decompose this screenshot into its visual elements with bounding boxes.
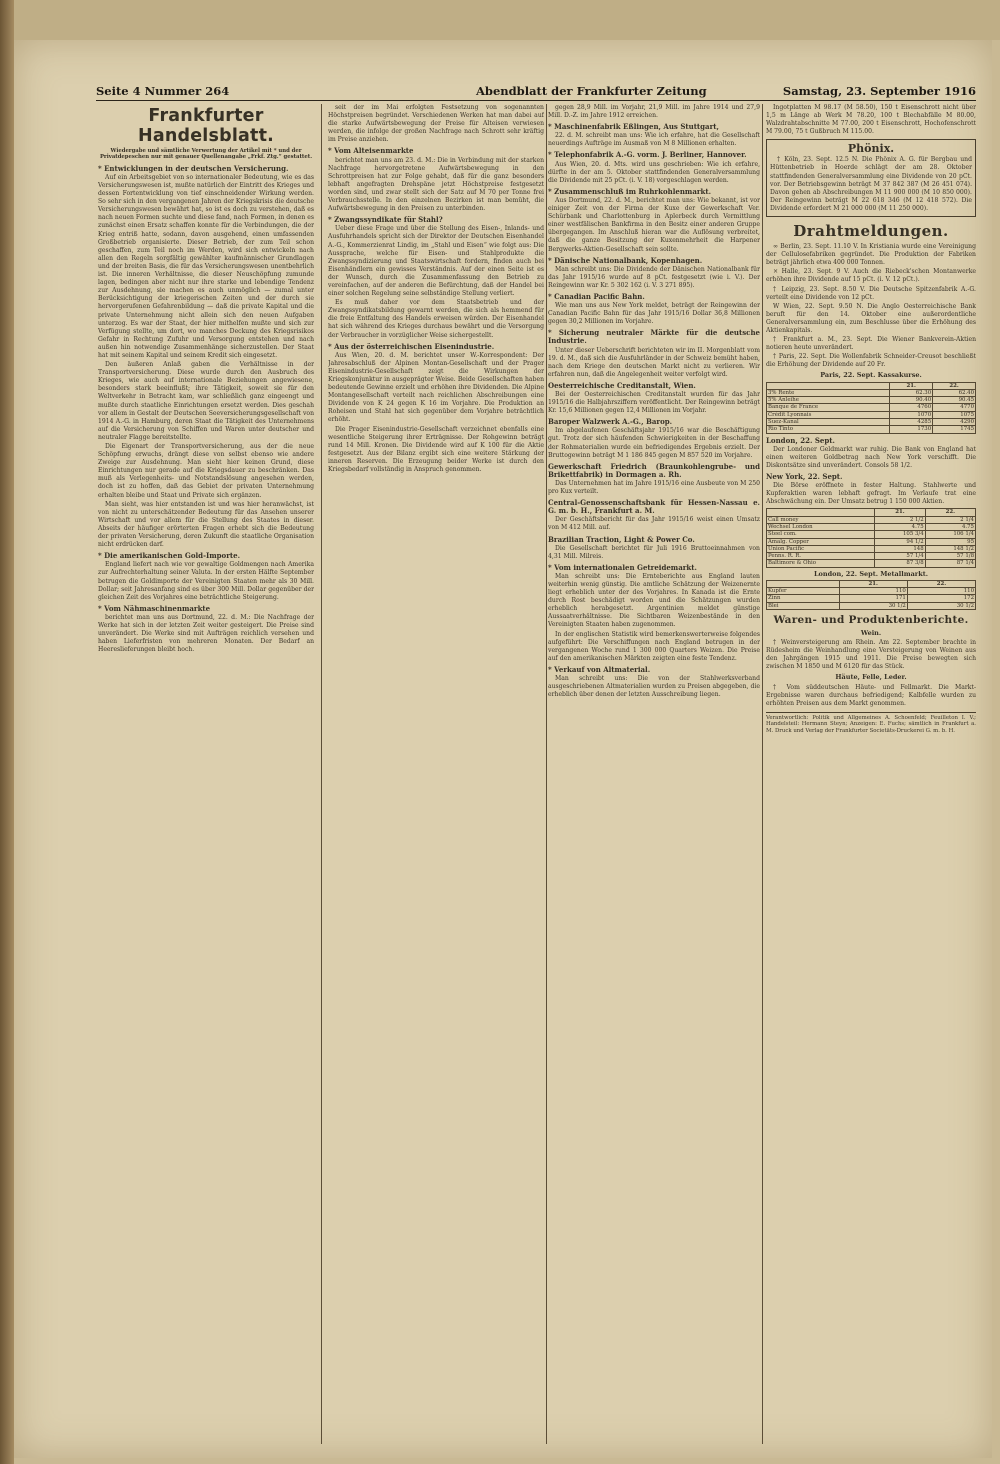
table-cell: Suez-Kanal — [767, 419, 890, 426]
table-cell: 57 1/4 — [875, 553, 925, 560]
table-row — [767, 426, 976, 433]
table-cell: 1075 — [933, 411, 976, 418]
column-rule — [546, 104, 547, 1444]
table-cell: 30 1/2 — [907, 602, 975, 609]
subsection-heading: Wein. — [860, 629, 882, 638]
article-heading: Central-Genossenschaftsbank für Hessen-Nassau e. G. m. b. H., Frankfurt a. M. — [548, 498, 760, 516]
table-header-row — [767, 382, 976, 389]
table-cell: 148 1/2 — [925, 545, 975, 552]
article-heading: * Zwangssyndikate für Stahl? — [328, 215, 443, 225]
page-top-margin — [14, 0, 1000, 40]
table-cell: Baltimore & Ohio — [767, 560, 875, 567]
table-row — [767, 538, 976, 545]
table-cell: 2 1/4 — [925, 516, 975, 523]
article-heading: * Vom Nähmaschinenmarkte — [98, 603, 211, 613]
article-paragraph: Bei der Oesterreichischen Creditanstalt wurden für das Jahr 1915/16 die Halbjahrsziffern veröffentlicht. Der Reingewinn beträgt Kr. 15,6 Millionen gegen 12,4 Millionen im Vorjahr. — [548, 391, 760, 415]
article-heading: * Vom internationalen Getreidemarkt. — [548, 562, 697, 572]
table-header: 22. — [907, 580, 975, 587]
article-paragraph: Den äußeren Anlaß gaben die Verhältnisse in der Transportversicherung. Diese wurde durch den Ausbruch des Krieges, wie auch auf internationale Beziehungen angewiesene, besonders stark beeinflußt; ihre Tätigkeit, soweit sie für den Weltverkehr in Betracht kam, war schließlich ganz eingeengt und mußte durch staatliche Einrichtungen ersetzt werden. Dies geschah vor allem in Gestalt der Deutschen Seeversicherungsgesellschaft von 1914 A.-G. in Hamburg, deren Staat die Tätigkeit des Unternehmens auf die Versicherung von Schiffen und Waren unter deutscher und neutraler Flagge bereitstellte. — [98, 361, 314, 441]
table-row — [767, 411, 976, 418]
article-paragraph: Aus Wien, 20. d. Mts. wird uns geschrieben: Wie ich erfahre, dürfte in der am 5. Oktober stattfindenden Generalversammlung die Dividende mit 25 pCt. (i. V. 18) vorgeschlagen werden. — [548, 160, 760, 184]
table-row — [767, 397, 976, 404]
column-2 — [328, 104, 544, 1444]
article-heading: Oesterreichische Creditanstalt, Wien. — [548, 380, 696, 390]
article-paragraph: Aus Dortmund, 22. d. M., berichtet man uns: Wie bekannt, ist vor einiger Zeit von der Firma der Kuxe der Gewerkschaft Ver. Schürbank und Charlottenburg in Aplerbeck durch Vermittlung einer westfälischen Bankfirma in den Besitz einer anderen Gruppe übergegangen. Im Anschluß hieran war die Auflösung verbreitet, daß die ganze Besitzung der Kuxenmehrheit die Harpener Bergwerks-Aktien-Gesellschaft sein sollte. — [548, 196, 760, 253]
book-binding — [0, 0, 14, 1464]
table-cell: 1730 — [890, 426, 933, 433]
column-rule — [762, 104, 763, 1444]
wire-report: † Paris, 22. Sept. Die Wollenfabrik Schneider-Creusot beschließt die Erhöhung der Dividende auf 20 Fr. — [766, 353, 976, 369]
table-cell: Call money — [767, 516, 875, 523]
article-paragraph: berichtet man uns am 23. d. M.: Die in Verbindung mit der starken Nachfrage hervorgetretene Aufwärtsbewegung in den Schrottpreisen hat zur Folge gehabt, daß für die ganz besonders lebhaft angefragten Drehspäne jetzt Höchstpreise festgesetzt worden sind, und zwar stellt sich der Satz auf M 70 per Tonne frei Verbrauchsstelle. In den einzelnen Bezirken ist man bemüht, die Aufwärtsbewegung in den Preisen zu unterbinden. — [328, 156, 544, 213]
table-cell: Amalg. Copper — [767, 538, 875, 545]
table-row — [767, 404, 976, 411]
article-paragraph: Aus Wien, 20. d. M. berichtet unser W.-Korrespondent: Der Jahresabschluß der Alpinen Montan-Gesellschaft und der Prager Eisenindustrie-Gesellschaft zeigt die Wirkungen der Kriegskonjunktur in ausgeprägter Weise. Beide Gesellschaften haben bedeutende Gewinne erzielt und erhöhen ihre Dividenden. Die Alpine Montangesellschaft verteilt nach reichlichen Abschreibungen eine Dividende von K 24 gegen K 16 im Vorjahre. Die Produktion an Roheisen und Stahl hat sich gegenüber dem Vorjahre beträchtlich erhöht. — [328, 351, 544, 424]
section-masthead: Frankfurter Handelsblatt. — [137, 106, 275, 146]
table-cell: 62.30 — [890, 389, 933, 396]
table-cell: 4290 — [933, 419, 976, 426]
newyork-table — [766, 508, 976, 567]
page-number: Seite 4 Nummer 264 — [96, 84, 230, 98]
table-cell: 4.75 — [925, 523, 975, 530]
table-row — [767, 553, 976, 560]
article-heading: Gewerkschaft Friedrich (Braunkohlengrube- und Brikettfabrik) in Dormagen a. Rh. — [548, 461, 760, 479]
table-cell: Kupfer — [767, 588, 840, 595]
article-paragraph: Unter dieser Ueberschrift berichteten wir im II. Morgenblatt vom 19. d. M., daß sich die Ausfuhrländer in der Schweiz bemüht haben, nach dem Kriege den deutschen Markt nicht zu verlieren. Wir erfahren nun, daß die Angelegenheit weiter verfolgt wird. — [548, 346, 760, 378]
article-heading: Baroper Walzwerk A.-G., Barop. — [548, 417, 673, 427]
article-paragraph: Die Gesellschaft berichtet für Juli 1916 Bruttoeinnahmen von 4,31 Mill. Milreis. — [548, 544, 760, 560]
article-paragraph: Man sieht, was hier entstanden ist und was hier heranwächst, ist von nicht zu unterschätzender Bedeutung für das Ansehen unserer Wirtschaft und vor allem für die Stellung des Staates in dieser. Abseits der häufiger erörterten Fragen erhebt sich die Bedeutung der privaten Versicherung, deren Zukunft die staatliche Organisation nicht erdrücken darf. — [98, 500, 314, 549]
table-cell: Union Pacific — [767, 545, 875, 552]
paris-table — [766, 382, 976, 434]
wire-report: W Wien, 22. Sept. 9.50 N. Die Anglo Oesterreichische Bank beruft für den 14. Oktober eine außerordentliche Generalversammlung ein, zum Beschlusse über die Erhöhung des Aktienkapitals. — [766, 302, 976, 334]
table-cell: 2 1/2 — [875, 516, 925, 523]
table-cell: 5% Anleihe — [767, 397, 890, 404]
table-cell: 4760 — [890, 404, 933, 411]
article-paragraph: Das Unternehmen hat im Jahre 1915/16 eine Ausbeute von M 250 pro Kux verteilt. — [548, 479, 760, 496]
article-paragraph: Ingotplatten M 98.17 (M 58.50), 150 t Eisenschrott nicht über 1,5 m Länge ab Werk M 78.20, 100 t Blechabfälle M 80.00, Walzdrahtabschnitte M 77.00, 200 t Eisenschrott, Hochofenschrott M 79.00, 75 t Gußbruch M 115.00. — [766, 104, 976, 136]
article-paragraph: Es muß daher vor dem Staatsbetrieb und der Zwangssyndikatsbildung gewarnt werden, die sich als hemmend für die freie Entfaltung des Handels erweisen würden. Der Eisenhandel hat sich während des Krieges durchaus bewährt und die Versorgung der Verbraucher in vorzüglicher Weise sichergestellt. — [328, 299, 544, 339]
phoenix-box — [766, 139, 976, 217]
article-paragraph: Im abgelaufenen Geschäftsjahr 1915/16 war die Beschäftigung gut. Trotz der sich häufenden Schwierigkeiten in der Beschaffung der Rohmaterialien wurde ein befriedigendes Ergebnis erzielt. Der Bruttogewinn beträgt M 1 186 845 gegen M 857 520 im Vorjahre. — [548, 427, 760, 459]
article-heading: London, 22. Sept. — [766, 435, 835, 445]
table-header: 22. — [925, 509, 975, 516]
article-heading: * Vom Alteisenmarkte — [328, 146, 414, 156]
article-heading: * Telephonfabrik A.-G. vorm. J. Berliner, Hannover. — [548, 150, 747, 160]
table-row — [767, 531, 976, 538]
table-row — [767, 419, 976, 426]
paris-table-title: Paris, 22. Sept. Kassakurse. — [820, 371, 922, 380]
wire-report: † Frankfurt a. M., 23. Sept. Die Wiener Bankverein-Aktien notieren heute unverändert. — [766, 336, 976, 352]
article-paragraph: England liefert nach wie vor gewaltige Goldmengen nach Amerika zur Aufrechterhaltung seiner Valuta. In der ersten Hälfte September betrugen die Goldimporte der Vereinigten Staaten mehr als 30 Mill. Dollar; seit Jahresanfang sind es über 300 Mill. Dollar gegenüber der gleichen Zeit des Vorjahres eine beträchtliche Steigerung. — [98, 561, 314, 601]
table-cell: Blei — [767, 602, 840, 609]
metal-table-title: London, 22. Sept. Metallmarkt. — [813, 569, 928, 578]
table-cell: 1070 — [890, 411, 933, 418]
article-heading: * Zusammenschluß im Ruhrkohlenmarkt. — [548, 186, 712, 196]
table-cell: 94 1/2 — [875, 538, 925, 545]
table-cell: Zinn — [767, 595, 840, 602]
table-cell: 110 — [839, 588, 907, 595]
table-cell: 30 1/2 — [839, 602, 907, 609]
table-cell: 4770 — [933, 404, 976, 411]
table-row — [767, 560, 976, 567]
article-paragraph: Man schreibt uns: Die von der Stahlwerksverband ausgeschriebenen Altmaterialien wurden zu Preisen abgegeben, die erheblich über denen der letzten Ausschreibung liegen. — [548, 675, 760, 699]
table-header — [767, 382, 890, 389]
table-row — [767, 595, 976, 602]
table-row — [767, 523, 976, 530]
column-3 — [548, 104, 760, 1444]
table-header — [767, 509, 875, 516]
table-cell: 105 3/4 — [875, 531, 925, 538]
table-cell: Crédit Lyonnais — [767, 411, 890, 418]
column-4 — [766, 104, 976, 1444]
article-paragraph: † Vom süddeutschen Häute- und Fellmarkt. Die Markt-Ergebnisse waren durchaus befriedigend; Kalbfelle wurden zu erhöhten Preisen aus dem Markt genommen. — [766, 683, 976, 707]
article-heading: * Verkauf von Altmaterial. — [548, 664, 651, 674]
article-paragraph: † Weinversteigerung am Rhein. Am 22. September brachte in Rüdesheim die Weinhandlung eine Versteigerung von Weinen aus den Jahrgängen 1915 und 1911. Die Preise bewegten sich zwischen M 1850 und M 6120 für das Stück. — [766, 639, 976, 671]
masthead-subtitle: Wiedergabe und sämtliche Verwertung der Artikel mit * und der Privatdepeschen nur mit genauer Quellenangabe „Frkf. Ztg.“ gestattet. — [99, 148, 313, 161]
table-cell: Rio Tinto — [767, 426, 890, 433]
table-header: 21. — [890, 382, 933, 389]
article-heading: * Canadian Pacific Bahn. — [548, 291, 645, 301]
table-cell: Steel com. — [767, 531, 875, 538]
imprint-footer: Verantwortlich: Politik und Allgemeines A. Schoenfeld; Feuilleton I. V.; Handelsteil: Hermann Steyn; Anzeigen: E. Fuchs; sämtlich in Frankfurt a. M. Druck und Verlag der Frankfurter Societäts-Druckerei G. m. b. H. — [766, 712, 976, 735]
drahtmeldungen-heading: Drahtmeldungen. — [793, 222, 949, 241]
metal-table — [766, 580, 976, 610]
column-1 — [98, 104, 314, 1444]
table-cell: 95 — [925, 538, 975, 545]
article-paragraph: gegen 28,9 Mill. im Vorjahr, 21,9 Mill. im Jahre 1914 und 27,9 Mill. D.-Z. im Jahre 1912 erreichen. — [548, 104, 760, 120]
table-cell: 87 1/4 — [925, 560, 975, 567]
article-heading: * Maschinenfabrik Eßlingen, Aus Stuttgart, — [548, 122, 719, 132]
article-paragraph: Der Londoner Geldmarkt war ruhig. Die Bank von England hat einen weiteren Goldbetrag nach New York verschifft. Die Diskontsätze sind unverändert. Consols 58 1/2. — [766, 445, 976, 469]
table-cell: 90.45 — [933, 397, 976, 404]
table-cell: 3% Rente — [767, 389, 890, 396]
table-cell: 1745 — [933, 426, 976, 433]
article-paragraph: Ueber diese Frage und über die Stellung des Eisen-, Inlands- und Ausfuhrhandels spricht sich der Direktor der Deutschen Eisenhandel A.-G., Kommerzienrat Lindig, im „Stahl und Eisen“ wie folgt aus: Die Aussprache, welche für Eisen- und Stahlprodukte die Zwangssyndizierung und Staatswirtschaft fordern, finden auch bei Eisenhändlern ein gewisses Verständnis. Auf der einen Seite ist es der Wunsch, durch die Zusammenfassung den Betrieb zu vereinfachen, auf der anderen die Befürchtung, daß der Handel bei einer solchen Regelung seine selbständige Stellung verliert. — [328, 225, 544, 298]
subsection-heading: Häute, Felle, Leder. — [835, 673, 907, 682]
phoenix-title: Phönix. — [847, 142, 895, 156]
article-paragraph: Die Prager Eisenindustrie-Gesellschaft verzeichnet ebenfalls eine wesentliche Steigerung ihrer Erträgnisse. Der Rohgewinn beträgt rund 14 Mill. Kronen. Die Dividende wird auf K 100 für die Aktie festgesetzt. Aus der Bilanz ergibt sich eine weitere Stärkung der inneren Reserven. Die Erzeugung beider Werke ist durch den Kriegsbedarf vollständig in Anspruch genommen. — [328, 425, 544, 474]
issue-date: Samstag, 23. September 1916 — [782, 84, 976, 98]
article-paragraph: Der Geschäftsbericht für das Jahr 1915/16 weist einen Umsatz von M 412 Mill. auf. — [548, 516, 760, 532]
article-paragraph: Man schreibt uns: Die Dividende der Dänischen Nationalbank für das Jahr 1915/16 wurde auf 8 pCt. festgesetzt (wie i. V.). Der Reingewinn war Kr. 5 302 162 (i. V. 3 271 895). — [548, 265, 760, 289]
table-row — [767, 602, 976, 609]
article-heading: * Entwicklungen in der deutschen Versicherung. — [98, 163, 289, 173]
article-heading: * Sicherung neutraler Märkte für die deutsche Industrie. — [548, 328, 760, 346]
table-cell: 172 — [907, 595, 975, 602]
article-heading: * Aus der österreichischen Eisenindustrie. — [328, 341, 495, 351]
table-cell: 4285 — [890, 419, 933, 426]
newspaper-name: Abendblatt der Frankfurter Zeitung — [476, 84, 707, 98]
table-header-row — [767, 580, 976, 587]
article-paragraph: 22. d. M. schreibt man uns: Wie ich erfahre, hat die Gesellschaft neuerdings Aufträge im Ausmaß von M 8 Millionen erhalten. — [548, 132, 760, 148]
waren-heading: Waren- und Produktenberichte. — [773, 614, 969, 627]
table-cell: Banque de France — [767, 404, 890, 411]
table-cell: Wechsel London — [767, 523, 875, 530]
table-header: 21. — [839, 580, 907, 587]
table-header: 22. — [933, 382, 976, 389]
table-row — [767, 588, 976, 595]
article-heading: Brazilian Traction, Light & Power Co. — [548, 534, 695, 544]
table-header-row — [767, 509, 976, 516]
table-row — [767, 545, 976, 552]
wire-report: × Halle, 23. Sept. 9 V. Auch die Riebeck'schen Montanwerke erhöhen ihre Dividende auf 15 pCt. (i. V. 12 pCt.). — [766, 268, 976, 284]
article-paragraph: seit der im Mai erfolgten Festsetzung von sogenannten Höchstpreisen begründet. Verschiedenen Werken hat man dabei auf die starke Aufwärtsbewegung der Preise für Alteisen verwiesen werden, die infolge der großen Nachfrage nach Schrott sehr kräftig im Preise anziehen. — [328, 104, 544, 144]
table-cell: 87 3/8 — [875, 560, 925, 567]
table-cell: Penns. R. R. — [767, 553, 875, 560]
table-cell: 4.75 — [875, 523, 925, 530]
article-paragraph: Wie man uns aus New York meldet, beträgt der Reingewinn der Canadian Pacific Bahn für das Jahr 1915/16 Dollar 36,8 Millionen gegen 30,2 Millionen im Vorjahre. — [548, 302, 760, 326]
table-cell: 90.40 — [890, 397, 933, 404]
column-rule — [321, 104, 322, 1444]
table-cell: 171 — [839, 595, 907, 602]
article-paragraph: berichtet man uns aus Dortmund, 22. d. M.: Die Nachfrage der Werke hat sich in der letzten Zeit weiter gesteigert. Die Preise sind unverändert. Die Werke sind mit Aufträgen reichlich versehen und haben Lieferfristen von mehreren Monaten. Der Bedarf an Heereslieferungen bleibt hoch. — [98, 613, 314, 654]
article-paragraph: Auf ein Arbeitsgebiet von so internationaler Bedeutung, wie es das Versicherungswesen ist, mußte natürlich der Eintritt des Krieges und dessen Fortentwicklung von tief einschneidender Wirkung werden. So sehr sich in den vergangenen Jahren der Kriegskrisis die deutsche Versicherungswesen bewährt hat, so ist es doch zu verstehen, daß es nach neuen Formen suchte und diese fand, nach Formen, in denen es zunächst einen Ersatz schaffen konnte für die Verbindungen, die der Krieg entriß hatte, sodann, davon ausgehend, einen umfassenden Großbetrieb organisierte. Dieser Betrieb, der zum Teil schon geschaffen, zum Teil noch im Werden, wird sich entwickeln nach allen den Regeln sorgfältig gewählter kaufmännischer Grundlagen und der breiten Basis, die für das Versicherungswesen unentbehrlich ist. Die inneren Verhältnisse, die dieser Neuschöpfung zumunde lagen, bedingen aber nicht nur ihre starke und lebendige Tendenz zur Ausdehnung, sie machen es auch unmöglich — zumal unter Berücksichtigung der kriegerischen Zeiten und der durch sie hervorgerufenen Gefahrenbildung — daß die private Kapital und die private Unternehmung nicht allein sich den neuen Aufgaben unterzog. Es war der Staat, der hier mithelfen mußte und sich zur Verfügung stellte, um dort, wo manches Deckung des Kriegsrisikos Gefahr in Rechtung Zufuhr und Versorgung entstehen und nach außen hin notwendige Zusammenhänge sicherzustellen. Der Staat hat mit seinem Kapital und seinem Kredit sich eingesetzt. — [98, 173, 314, 359]
article-paragraph: Die Eigenart der Transportversicherung, aus der die neue Schöpfung erwuchs, drängt diese von selbst ebenso wie andere Zweige zur Ausdehnung. Man sieht hier keinen Grund, diese Einrichtungen nur gerade auf die Kriegsdauer zu beschränken. Das muß als Verlegenheits- und Notstandslösung angesehen werden, doch ist zu hoffen, daß das Gebiet der privaten Unternehmung erhalten bleibe und Staat und Private sich ergänzen. — [98, 443, 314, 499]
article-heading: * Dänische Nationalbank, Kopenhagen. — [548, 255, 703, 265]
table-row — [767, 389, 976, 396]
wire-report: † Leipzig, 23. Sept. 8.50 V. Die Deutsche Spitzenfabrik A.-G. verteilt eine Dividende von 12 pCt. — [766, 285, 976, 301]
table-cell: 106 1/4 — [925, 531, 975, 538]
table-cell: 110 — [907, 588, 975, 595]
table-header: 21. — [875, 509, 925, 516]
page-header — [96, 84, 976, 101]
article-heading: * Die amerikanischen Gold-Importe. — [98, 551, 241, 561]
article-paragraph: In der englischen Statistik wird bemerkenswerterweise folgendes aufgeführt: Die Verschiffungen nach England betrugen in der vergangenen Woche rund 1 300 000 Quarters Weizen. Die Preise auf den amerikanischen Märkten zeigten eine feste Tendenz. — [548, 630, 760, 662]
table-cell: 62.40 — [933, 389, 976, 396]
article-paragraph: † Köln, 23. Sept. 12.5 N. Die Phönix A. G. für Bergbau und Hüttenbetrieb in Hoerde schlägt der am 28. Oktober stattfindenden Generalversammlung eine Dividende von 20 pCt. vor. Der Betriebsgewinn beträgt M 37 842 387 (M 26 451 074). Davon gehen ab Abschreibungen M 11 900 000 (M 10 850 000). Der Reingewinn beträgt M 22 618 346 (M 12 418 572). Die Dividende erfordert M 21 000 000 (M 11 250 000). — [770, 156, 972, 212]
article-paragraph: Die Börse eröffnete in fester Haltung. Stahlwerte und Kupferaktien waren lebhaft gefragt. Im Verlaufe trat eine Abschwächung ein. Der Umsatz betrug 1 150 000 Aktien. — [766, 482, 976, 506]
table-header — [767, 580, 840, 587]
article-paragraph: Man schreibt uns: Die Ernteberichte aus England lauten weiterhin wenig günstig. Die amtliche Schätzung der Weizenernte liegt erheblich unter der des Vorjahres. In Kanada ist die Ernte durch Rost beschädigt worden und die Schätzungen wurden erheblich herabgesetzt. Argentinien meldet günstige Aussaatverhältnisse. Die Sichtbaren Weizenbestände in den Vereinigten Staaten haben zugenommen. — [548, 572, 760, 629]
table-cell: 148 — [875, 545, 925, 552]
table-row — [767, 516, 976, 523]
table-cell: 57 1/8 — [925, 553, 975, 560]
wire-report: ∞ Berlin, 23. Sept. 11.10 V. In Kristiania wurde eine Vereinigung der Cellulosefabriken gegründet. Die Produktion der Fabriken beträgt jährlich etwa 400 000 Tonnen. — [766, 243, 976, 267]
article-heading: New York, 22. Sept. — [766, 471, 843, 481]
